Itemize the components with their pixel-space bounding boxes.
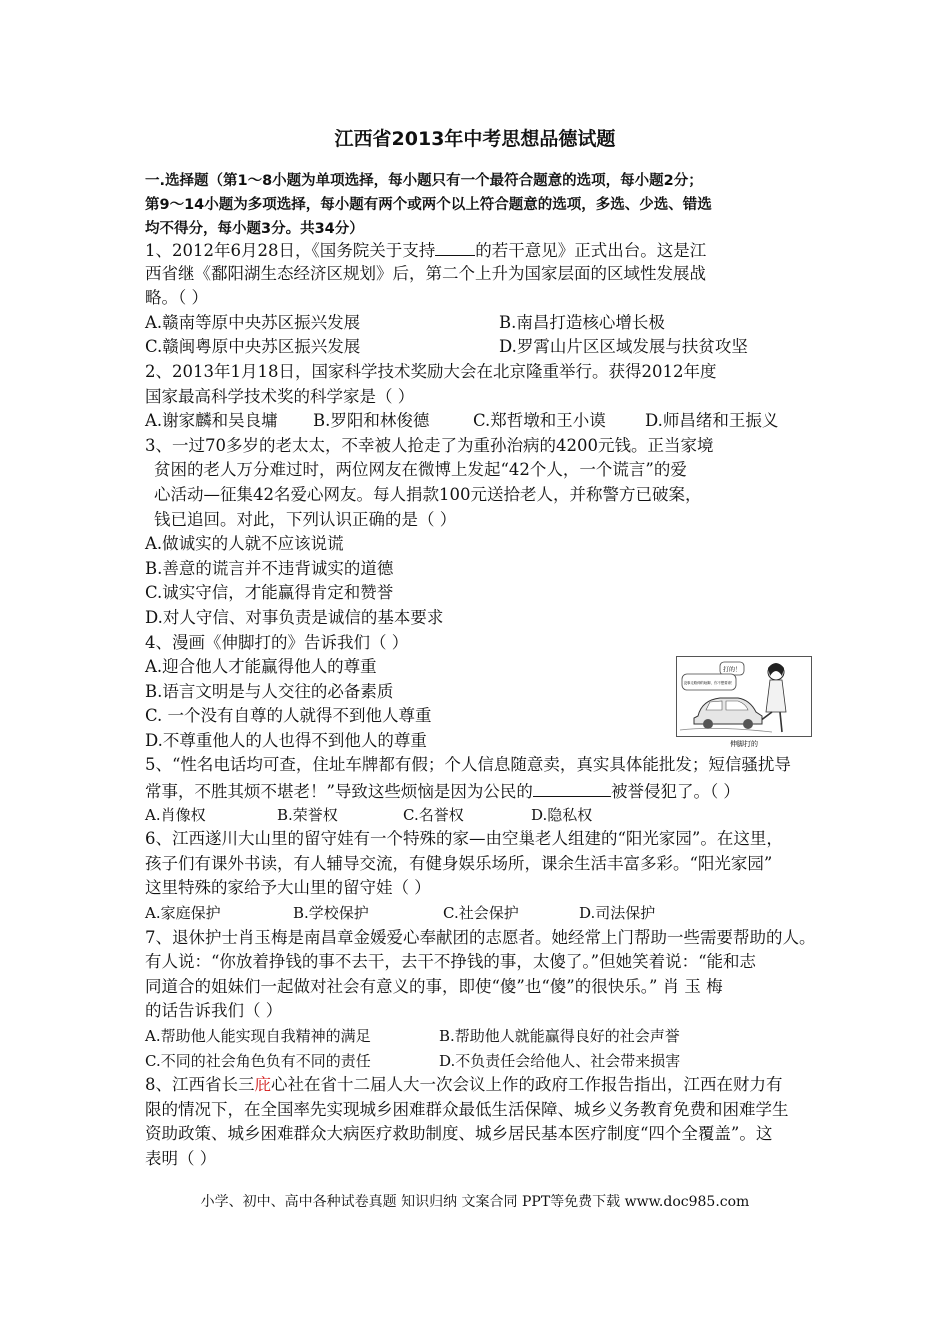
question-2-line: 2、2013年1月18日，国家科学技术奖励大会在北京隆重举行。获得2012年度: [145, 361, 717, 381]
question-2-options: [145, 409, 815, 434]
option-c: C.诚实守信，才能赢得肯定和赞誉: [145, 583, 394, 603]
option-a: A.迎合他人才能赢得他人的尊重: [145, 657, 377, 677]
highlighted-character: 庇: [254, 1075, 271, 1095]
option-a: A.帮助他人能实现自我精神的满足: [145, 1027, 371, 1045]
fill-blank: [533, 778, 611, 797]
woman-body: [766, 680, 786, 712]
question-3-line: 心活动—征集42名爱心网友。每人捐款100元送拾老人，并称警方已破案，: [154, 484, 702, 504]
question-1-line: 略。（ ）: [145, 288, 208, 308]
speech-text: 打的！: [722, 666, 742, 674]
question-5-line: [145, 778, 815, 803]
option-b: B.善意的谎言并不违背诚实的道德: [145, 558, 394, 578]
section-header-line: 一.选择题（第1～8小题为单项选择，每小题只有一个最符合题意的选项，每小题2分；: [145, 173, 703, 189]
fill-blank: [435, 237, 475, 256]
option-b: B.南昌打造核心增长极: [499, 312, 665, 332]
page-footer: 小学、初中、高中各种试卷真题 知识归纳 文案合同 PPT等免费下载 www.doc985.com: [200, 1194, 750, 1210]
option-d: D.不尊重他人的人也得不到他人的尊重: [145, 730, 427, 750]
car-wheel: [703, 719, 713, 729]
question-5-options: [145, 803, 815, 828]
question-1-options: [145, 335, 815, 360]
option-d: D.司法保护: [579, 904, 656, 923]
page-title: 江西省2013年中考思想品德试题: [334, 128, 616, 150]
section-header-line: 第9～14小题为多项选择，每小题有两个或两个以上符合题意的选项，多选、少选、错选: [145, 197, 712, 213]
option-a: A.赣南等原中央苏区振兴发展: [145, 312, 361, 332]
question-7-line: 7、退休护士肖玉梅是南昌章金媛爱心奉献团的志愿者。她经常上门帮助一些需要帮助的人。: [145, 927, 816, 947]
question-7-line: 的话告诉我们（ ）: [145, 1001, 283, 1021]
option-b: B.语言文明是与人交往的必备素质: [145, 681, 394, 701]
option-a: A.做诚实的人就不应该说谎: [145, 534, 344, 554]
question-3-line: 钱已追回。对此，下列认识正确的是（ ）: [154, 509, 457, 529]
cartoon-illustration: [676, 656, 812, 748]
car-wheel: [743, 719, 753, 729]
question-text: 的若干意见》正式出台。这是江: [475, 241, 707, 260]
question-8-line: [145, 1073, 815, 1098]
question-2-line: 国家最高科学技术奖的科学家是（ ）: [145, 386, 415, 406]
question-6-options: [145, 901, 815, 926]
question-3-line: 贫困的老人万分难过时，两位网友在微博上发起“42个人，一个谎言”的爱: [154, 460, 687, 480]
question-6-line: 这里特殊的家给予大山里的留守娃（ ）: [145, 878, 431, 898]
question-3-line: 3、一过70多岁的老太太，不幸被人抢走了为重孙治病的4200元钱。正当家境: [145, 435, 714, 455]
option-d: D.师昌绪和王振义: [645, 411, 779, 431]
question-text: 8、江西省长三: [145, 1075, 255, 1095]
section-header-line: 均不得分，每小题3分。共34分）: [145, 221, 364, 237]
option-a: A.家庭保护: [145, 904, 221, 923]
option-b: B.帮助他人就能赢得良好的社会声誉: [439, 1027, 680, 1045]
question-1-options: [145, 311, 815, 336]
question-6-line: 6、江西遂川大山里的留守娃有一个特殊的家—由空巢老人组建的“阳光家园”。在这里，: [145, 829, 783, 849]
option-d: D.隐私权: [531, 805, 593, 824]
option-b: B.罗阳和林俊德: [313, 411, 430, 431]
speech-text: 没事走路伸的啥脚，你不想要命！: [683, 681, 735, 685]
option-a: A.谢家麟和吴良墉: [145, 411, 278, 431]
option-d: D.不负责任会给他人、社会带来损害: [439, 1051, 681, 1070]
option-c: C.不同的社会角色负有不同的责任: [145, 1051, 371, 1070]
question-text: 1、2012年6月28日，《国务院关于支持: [145, 241, 436, 260]
question-7-line: 有人说：“你放着挣钱的事不去干，去干不挣钱的事，太傻了。”但她笑着说：“能和志: [145, 952, 757, 972]
question-8-line: 限的情况下，在全国率先实现城乡困难群众最低生活保障、城乡义务教育免费和困难学生: [145, 1099, 789, 1119]
question-1-line: [145, 237, 815, 262]
question-5-line: 5、“性名电话均可查，住址车牌都有假；个人信息随意卖，真实具体能批发；短信骚扰导: [145, 755, 791, 775]
question-6-line: 孩子们有课外书读，有人辅导交流，有健身娱乐场所，课余生活丰富多彩。“阳光家园”: [145, 853, 773, 873]
option-c: C.名誉权: [403, 805, 464, 824]
option-c: C.郑哲墩和王小谟: [473, 411, 606, 431]
question-text: 被誉侵犯了。（ ）: [610, 782, 740, 802]
question-text: 常事，不胜其烦不堪老！”导致这些烦恼是因为公民的: [145, 782, 533, 802]
option-d: D.罗霄山片区区域发展与扶贫攻坚: [499, 337, 748, 357]
question-7-options: [145, 1049, 815, 1074]
question-7-options: [145, 1024, 815, 1049]
question-7-line: 同道合的姐妹们一起做对社会有意义的事，即使“傻”也“傻”的很快乐。” 肖 玉 梅: [145, 976, 723, 996]
question-8-line: 表明（ ）: [145, 1148, 217, 1168]
option-d: D.对人守信、对事负责是诚信的基本要求: [145, 607, 444, 627]
question-text: 心社在省十二届人大一次会议上作的政府工作报告指出，江西在财力有: [271, 1075, 783, 1095]
question-1-line: 西省继《鄱阳湖生态经济区规划》后，第二个上升为国家层面的区域性发展战: [145, 263, 706, 283]
option-b: B.荣誉权: [277, 805, 338, 824]
question-8-line: 资助政策、城乡困难群众大病医疗救助制度、城乡居民基本医疗制度“四个全覆盖”。这: [145, 1124, 773, 1144]
option-a: A.肖像权: [145, 805, 206, 824]
option-c: C. 一个没有自尊的人就得不到他人尊重: [145, 706, 432, 726]
question-4-line: 4、漫画《伸脚打的》告诉我们（ ）: [145, 632, 409, 652]
cartoon-caption: 伸脚打的: [730, 740, 758, 748]
option-c: C.社会保护: [443, 904, 519, 923]
option-c: C.赣闽粤原中央苏区振兴发展: [145, 337, 361, 357]
section-header: [145, 169, 815, 241]
option-b: B.学校保护: [293, 904, 369, 923]
